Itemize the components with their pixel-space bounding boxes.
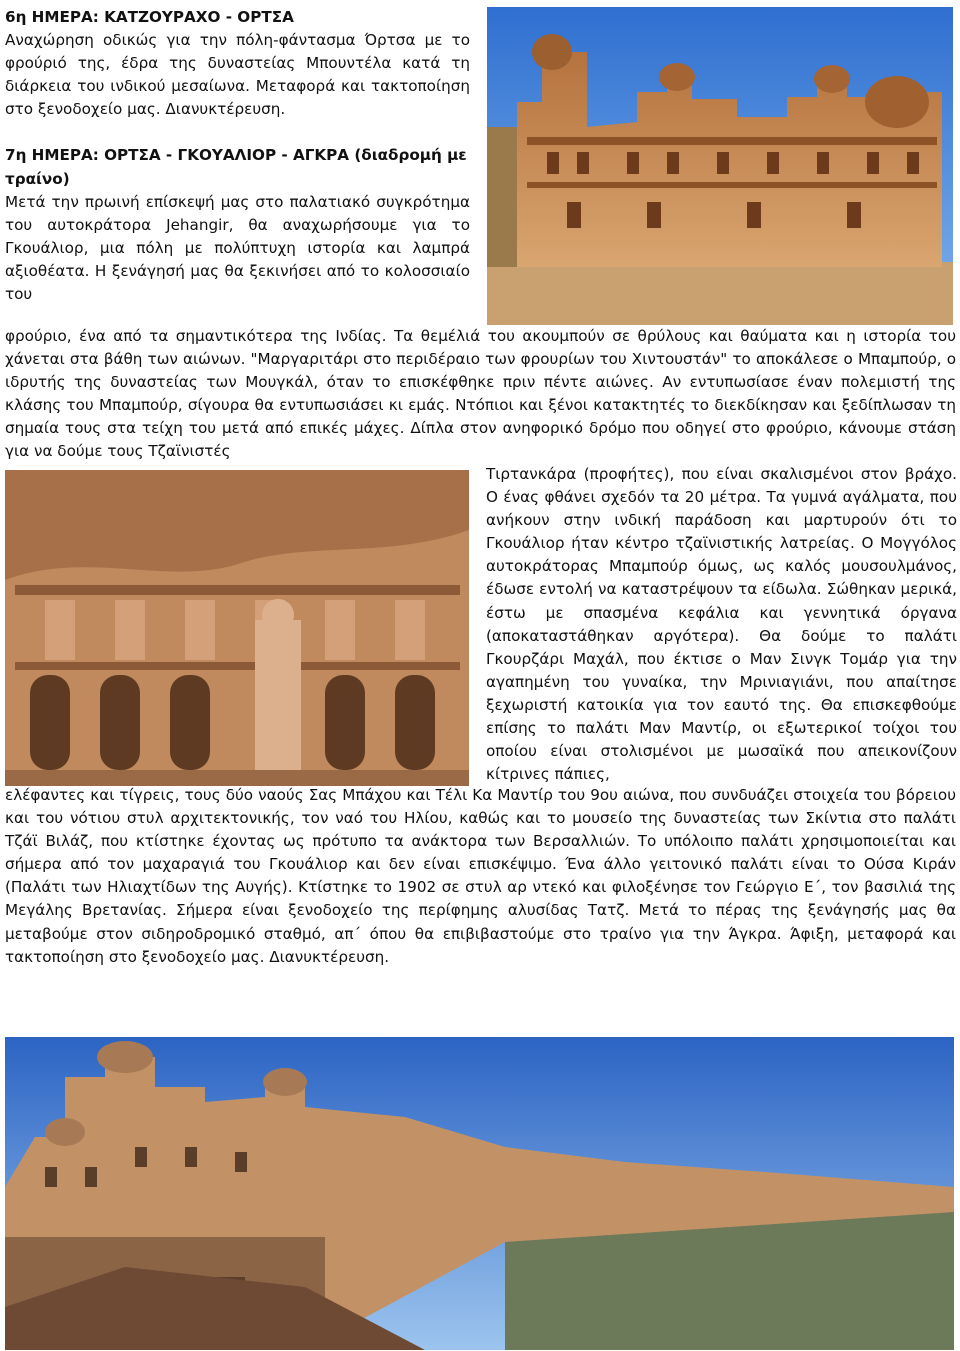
day7-text-middle: φρούριο, ένα από τα σημαντικότερα της Ινδίας. Τα θεμέλιά του ακουμπούν σε θρύλους και θαύματα και η ιστορία του χάνεται στα βάθη των αιώνων. "Μαργαριτάρι στο περιδέραιο των φρουρίων του Χιντουστάν" το αποκάλεσε ο Μπαμπούρ, ο ιδρυτής της δυναστείας των Μουγκάλ, όταν το επισκέφθηκε πριν πέντε αιώνες. Αν εντυπωσίασε έναν πολεμιστή της κλάσης του Μπαμπούρ, σίγουρα θα εντυπωσιάσει κι εμάς. Ντόπιοι και ξένοι κατακτητές το διεκδίκησαν και ξεδίπλωσαν τη σημαία τους στα τείχη του μετά από επικές μάχες. Δίπλα στον ανηφορικό δρόμο που οδηγεί στο φρούριο, κάνουμε στάση για να δούμε τους Τζαϊνιστές (5, 327, 956, 461)
day7-text-bottom: ελέφαντες και τίγρεις, τους δύο ναούς Σας Μπάχου και Τέλι Κα Μαντίρ του 9ου αιώνα, που συνδυάζει στοιχεία του βόρειου και του νότιου στυλ αρχιτεκτονικής, τον ναό του Ηλίου, καθώς και το μουσείο της δυναστείας των Σκίντια στο παλάτι Τζάϊ Βιλάζ, που κτίστηκε έχοντας ως πρότυπο τα ανάκτορα των Βερσαλλιών. Το υπόλοιπο παλάτι χρησιμοποιείται και σήμερα από τον μαχαραγιά του Γκουάλιορ και δεν είναι επισκέψιμο. Ένα άλλο γειτονικό παλάτι είναι το Ούσα Κιράν (Παλάτι των Ηλιαχτίδων της Αυγής). Κτίστηκε το 1902 σε στυλ αρ ντεκό και φιλοξένησε τον Γεώργιο Ε΄, τον βασιλιά της Μεγάλης Βρετανίας. Σήμερα είναι ξενοδοχείο της περίφημης αλυσίδας Τατζ. Μετά το πέρας της ξενάγησής μας θα μεταβούμε στον σιδηροδρομικό σταθμό, απ΄ όπου θα επιβιβαστούμε στο τραίνο για την Άγκρα. Άφιξη, μεταφορά και τακτοποίηση στο ξενοδοχείο μας. Διανυκτέρευση. (5, 786, 956, 966)
gwalior-fort-photo (5, 1037, 954, 1350)
bottom-paragraph (5, 784, 956, 969)
left-column-top (5, 6, 470, 306)
day7-title: 7η ΗΜΕΡΑ: ΟΡΤΣΑ - ΓΚΟΥΑΛΙΟΡ - ΑΓΚΡΑ (διαδρομή με τραίνο) (5, 146, 467, 188)
day7-text-top: Μετά την πρωινή επίσκεψή μας στο παλατιακό συγκρότημα του αυτοκράτορα Jehangir, θα αναχωρήσουμε για το Γκουάλιορ, μια πόλη με πολύπτυχη ιστορία και λαμπρά αξιοθέατα. Η ξενάγησή μας θα ξεκινήσει από το κολοσσιαίο του (5, 192, 470, 304)
right-column-paragraph (486, 463, 957, 786)
full-width-paragraph (5, 325, 956, 464)
day6-text: Αναχώρηση οδικώς για την πόλη-φάντασμα Όρτσα με το φρούριό της, έδρα της δυναστείας Μπουντέλα κατά τη διάρκεια του ινδικού μεσαίωνα. Μεταφορά και τακτοποίηση στο ξενοδοχείο μας. Διανυκτέρευση. (5, 31, 470, 119)
day7-text-right: Τιρτανκάρα (προφήτες), που είναι σκαλισμένοι στον βράχο. Ο ένας φθάνει σχεδόν τα 20 μέτρα. Τα γυμνά αγάλματα, που ανήκουν στην ινδική παράδοση και μαρτυρούν ότι το Γκουάλιορ ήταν κέντρο τζαϊνιστικής λατρείας. Ο Μογγόλος αυτοκράτορας Μπαμπούρ όμως, ως καλός μουσουλμάνος, έδωσε εντολή να καταστρέψουν τα είδωλα. Σώθηκαν μερικά, έστω με σπασμένα κεφάλια και γεννητικά όργανα (αποκαταστάθηκαν αργότερα). Θα δούμε το παλάτι Γκουρζάρι Μαχάλ, που έκτισε ο Μαν Σινγκ Τομάρ για την αγαπημένη του γυναίκα, την Μρινιαγιάνι, που απαίτησε ξεχωριστή κατοικία για τον εαυτό της. Θα επισκεφθούμε επίσης το παλάτι Μαν Μαντίρ, οι εξωτερικοί τοίχοι του οποίου είναι στολισμένοι με μωσαϊκά που απεικονίζουν κίτρινες πάπιες, (486, 465, 957, 784)
orchha-palace-photo (487, 7, 953, 325)
day6-title: 6η ΗΜΕΡΑ: ΚΑΤΖΟΥΡΑΧΟ - ΟΡΤΣΑ (5, 8, 294, 26)
gwalior-jain-statues-photo (5, 470, 469, 786)
